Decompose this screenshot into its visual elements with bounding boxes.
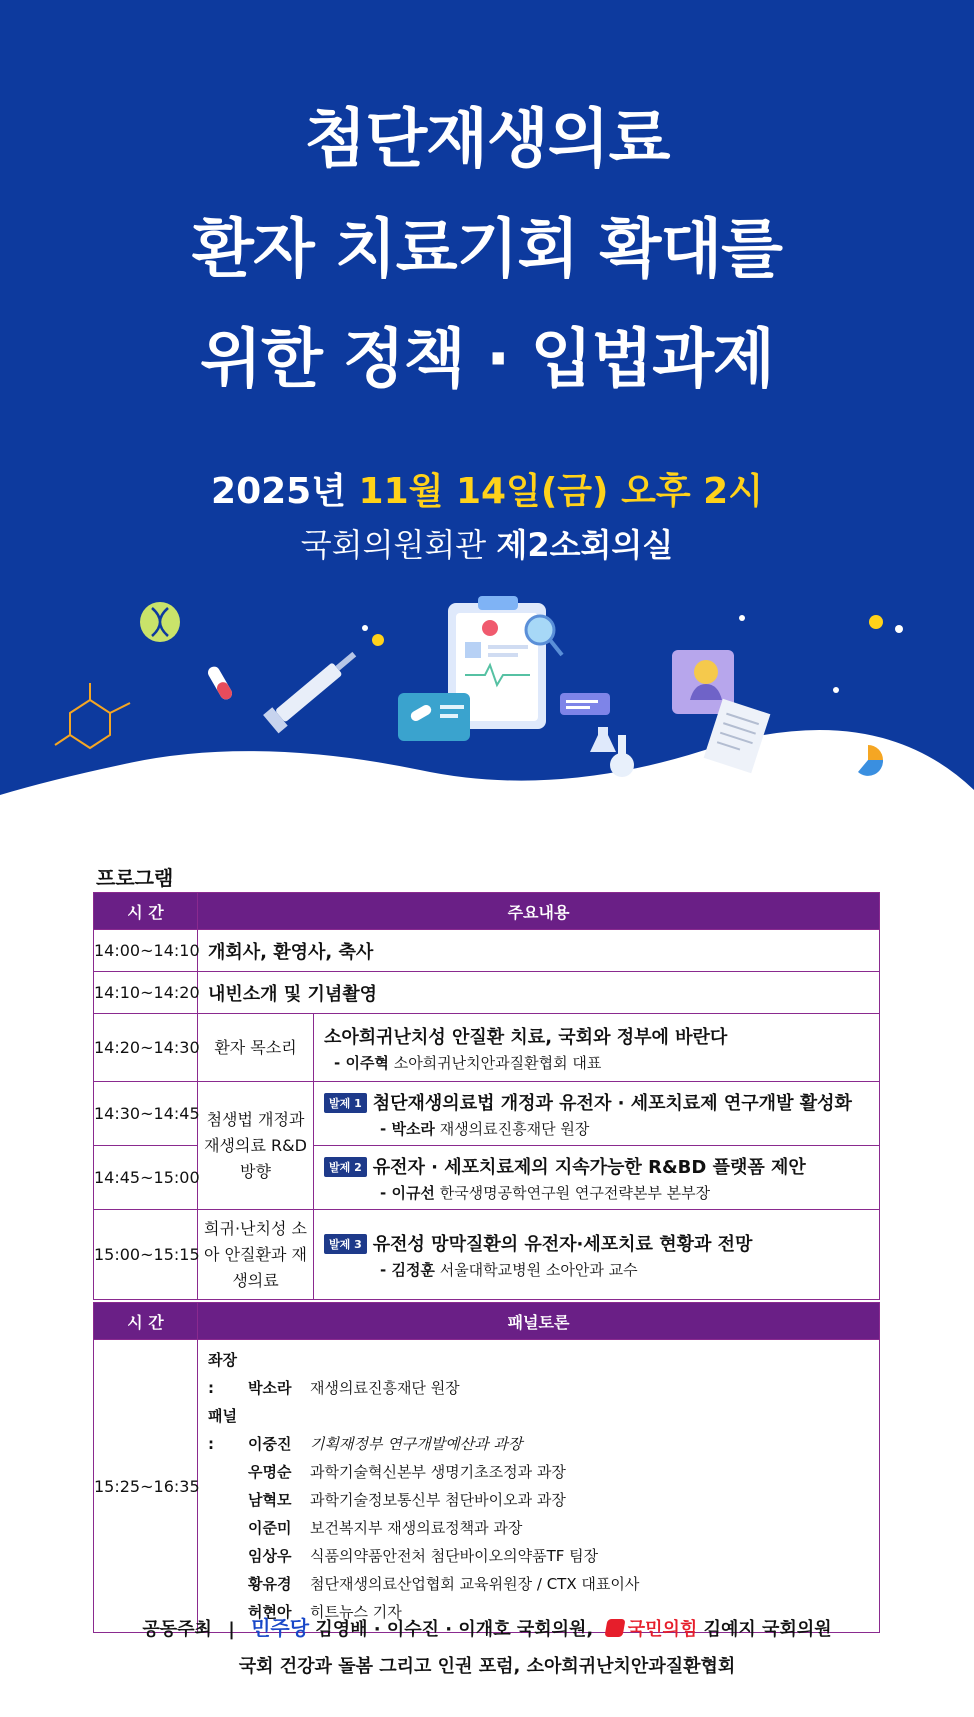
speaker-affiliation: 재생의료진흥재단 원장 — [439, 1119, 590, 1138]
table-row — [94, 1340, 880, 1633]
panelist-name: 남혁모 — [248, 1491, 292, 1509]
presentation-badge: 발제 3 — [324, 1234, 367, 1254]
ppp-members: 김예지 국회의원 — [703, 1619, 832, 1640]
row-title: 소아희귀난치성 안질환 치료, 국회와 정부에 바란다 — [324, 1026, 728, 1048]
list-item — [208, 1542, 879, 1570]
event-venue — [0, 520, 974, 566]
speaker-affiliation: 한국생명공학연구원 연구전략본부 본부장 — [439, 1183, 711, 1202]
speaker-name: - 이주혁 — [334, 1053, 389, 1072]
panelist-name: 우명순 — [248, 1463, 292, 1481]
panelist-affiliation: 첨단재생의료산업협회 교육위원장 / CTX 대표이사 — [310, 1575, 640, 1593]
row-time: 14:10~14:20 — [94, 972, 198, 1014]
panelist-name: 이중진 — [248, 1435, 292, 1453]
speaker-name: - 이규선 — [380, 1183, 435, 1202]
cohost-organizations: 국회 건강과 돌봄 그리고 인권 포럼, 소아희귀난치안과질환협회 — [238, 1656, 736, 1677]
chair-role: 좌장 : — [208, 1351, 237, 1397]
list-item — [208, 1346, 879, 1402]
ppp-logo-icon — [604, 1619, 625, 1637]
list-item — [208, 1486, 879, 1514]
table-row — [94, 972, 880, 1014]
title-line-1: 첨단재생의료 — [304, 103, 670, 177]
speaker-affiliation: 소아희귀난치안과질환협회 대표 — [393, 1053, 602, 1072]
list-item — [208, 1514, 879, 1542]
list-item — [208, 1458, 879, 1486]
panel-time: 15:25~16:35 — [94, 1340, 198, 1633]
cohost-line — [0, 1612, 974, 1641]
row-time: 14:30~14:45 — [94, 1082, 198, 1146]
speaker-name: - 김정훈 — [380, 1260, 435, 1279]
cohost-label: 공동주최 — [142, 1619, 212, 1640]
table-row — [94, 1082, 880, 1146]
panel-list — [198, 1340, 879, 1632]
row-category: 희귀·난치성 소아 안질환과 재생의료 — [198, 1210, 314, 1300]
row-category: 환자 목소리 — [198, 1014, 314, 1082]
ppp-logo-text: 국민의힘 — [627, 1619, 698, 1640]
pie-badge-icon — [848, 740, 888, 780]
title-line-3: 위한 정책 · 입법과제 — [200, 323, 774, 397]
panelist-name: 허현아 — [248, 1603, 292, 1621]
chat-bubble-icon — [560, 693, 610, 715]
panelist-affiliation: 보건복지부 재생의료정책과 과장 — [310, 1519, 523, 1537]
program-section-title: 프로그램 — [96, 866, 174, 890]
panelist-affiliation: 과학기술정보통신부 첨단바이오과 과장 — [310, 1491, 566, 1509]
title-line-2: 환자 치료기회 확대를 — [192, 213, 782, 287]
table-row — [94, 1014, 880, 1082]
row-time: 14:45~15:00 — [94, 1146, 198, 1210]
program-table — [93, 892, 880, 1300]
date-time: 오후 2시 — [621, 471, 763, 512]
list-item — [208, 1570, 879, 1598]
presentation-badge: 발제 2 — [324, 1157, 367, 1177]
row-title: 내빈소개 및 기념촬영 — [198, 972, 880, 1014]
venue-building: 국회의원회관 — [300, 526, 487, 564]
row-time: 15:00~15:15 — [94, 1210, 198, 1300]
panelist-name: 임상우 — [248, 1547, 292, 1565]
panel-role: 패널 : — [208, 1407, 237, 1453]
row-category: 첨생법 개정과 재생의료 R&D 방향 — [198, 1082, 314, 1210]
panelist-name: 황유경 — [248, 1575, 292, 1593]
pill-chat-icon — [398, 693, 470, 741]
panelist-affiliation: 기획재정부 연구개발예산과 과장 — [310, 1435, 523, 1453]
speaker-affiliation: 서울대학교병원 소아안과 교수 — [439, 1260, 638, 1279]
row-title: 개회사, 환영사, 축사 — [198, 930, 880, 972]
date-year: 2025년 — [211, 471, 346, 512]
row-title: 유전자 · 세포치료제의 지속가능한 R&BD 플랫폼 제안 — [372, 1156, 806, 1178]
program-header-time: 시 간 — [94, 893, 198, 930]
panelist-affiliation: 히트뉴스 기자 — [310, 1603, 402, 1621]
chair-affiliation: 재생의료진흥재단 원장 — [310, 1379, 460, 1397]
table-row — [94, 930, 880, 972]
list-item — [208, 1402, 879, 1458]
row-time: 14:00~14:10 — [94, 930, 198, 972]
presentation-badge: 발제 1 — [324, 1093, 367, 1113]
event-date — [0, 463, 974, 514]
democratic-party-logo: 민주당 — [251, 1616, 310, 1640]
panel-header-time: 시 간 — [94, 1303, 198, 1340]
panel-table — [93, 1302, 880, 1633]
chair-name: 박소라 — [248, 1379, 292, 1397]
program-header-content: 주요내용 — [198, 893, 880, 930]
cohost-separator: | — [228, 1619, 235, 1640]
panelist-affiliation: 과학기술혁신본부 생명기초조정과 과장 — [310, 1463, 566, 1481]
row-time: 14:20~14:30 — [94, 1014, 198, 1082]
date-day: 11월 14일(금) — [358, 471, 609, 512]
row-title: 유전성 망막질환의 유전자·세포치료 현황과 전망 — [372, 1233, 753, 1255]
panelist-name: 이준미 — [248, 1519, 292, 1537]
table-row — [94, 1210, 880, 1300]
speaker-name: - 박소라 — [380, 1119, 435, 1138]
democratic-party-members: 김영배 · 이수진 · 이개호 국회의원, — [315, 1619, 594, 1640]
row-title: 첨단재생의료법 개정과 유전자 · 세포치료제 연구개발 활성화 — [372, 1092, 852, 1114]
event-banner — [0, 0, 974, 830]
venue-room: 제2소회의실 — [496, 526, 674, 564]
panel-header-content: 패널토론 — [198, 1303, 880, 1340]
dna-badge-icon — [140, 602, 180, 642]
panelist-affiliation: 식품의약품안전처 첨단바이오의약품TF 팀장 — [310, 1547, 599, 1565]
